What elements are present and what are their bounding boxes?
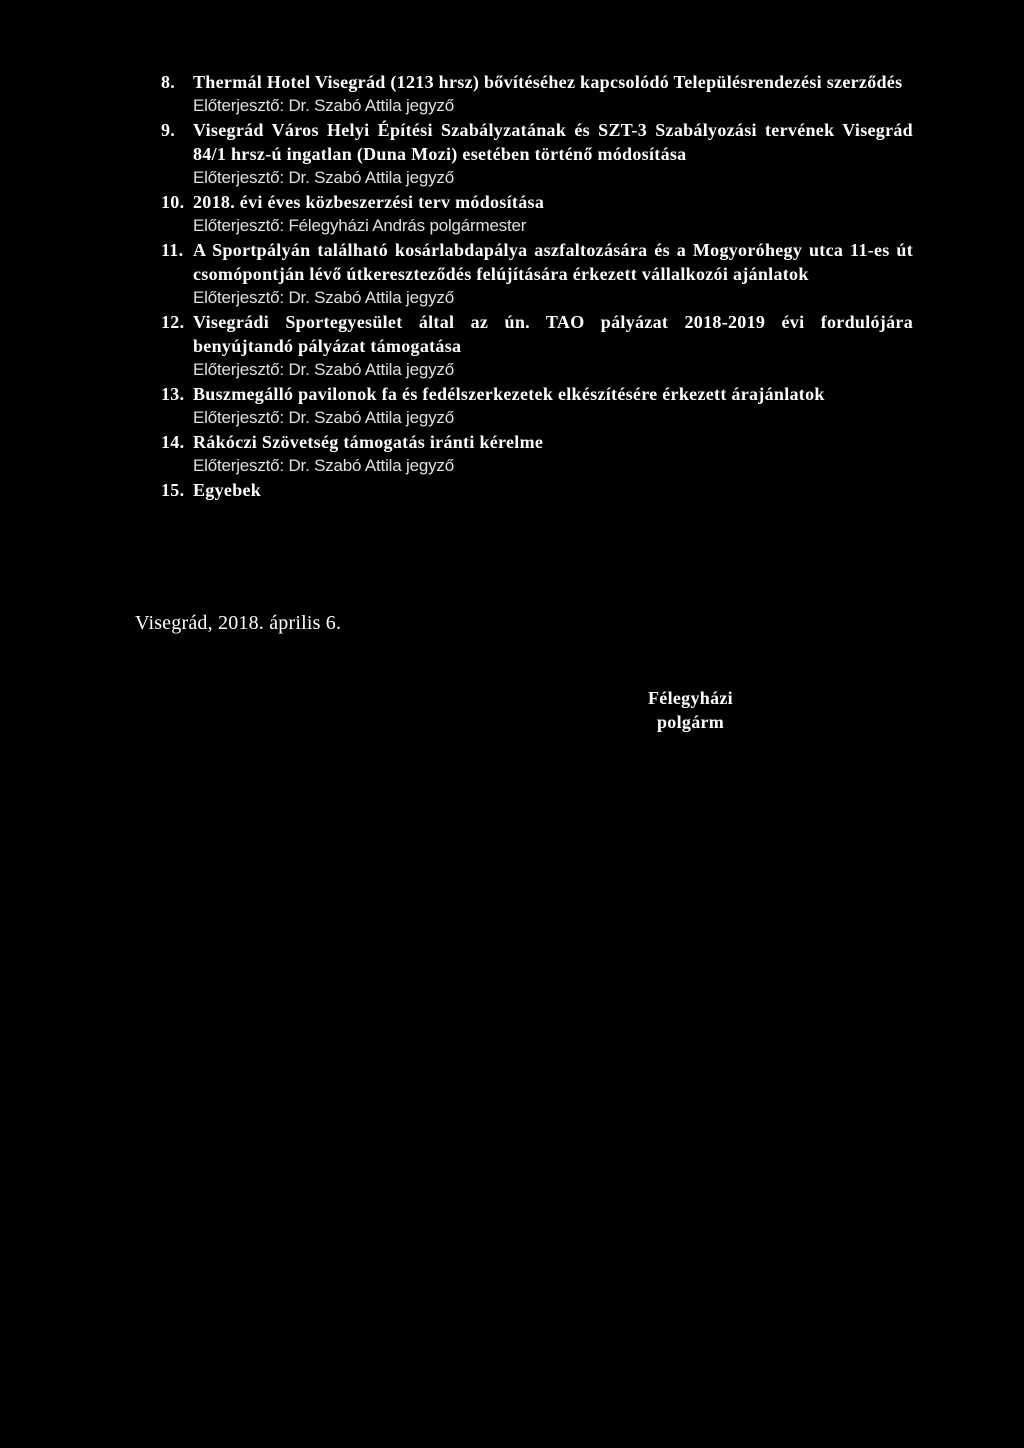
agenda-item-14 — [161, 430, 913, 478]
agenda-item-presenter: Előterjesztő: Dr. Szabó Attila jegyző — [193, 360, 454, 379]
agenda-item-10 — [161, 190, 913, 238]
agenda-item-title: A Sportpályán található kosárlabdapálya aszfaltozására és a Mogyoróhegy utca 11-es út csomópontján lévő útkereszteződés felújítására érkezett vállalkozói ajánlatok — [193, 240, 913, 284]
agenda-item-9 — [161, 118, 913, 190]
agenda-item-number: 13. — [161, 384, 185, 404]
agenda-item-presenter: Előterjesztő: Dr. Szabó Attila jegyző — [193, 288, 454, 307]
agenda-item-title: Rákóczi Szövetség támogatás iránti kérelme — [193, 432, 544, 452]
place-and-date: Visegrád, 2018. április 6. — [135, 612, 342, 634]
agenda-item-presenter: Előterjesztő: Dr. Szabó Attila jegyző — [193, 168, 454, 187]
signatory-title: polgárm — [657, 712, 725, 732]
agenda-item-number: 15. — [161, 480, 185, 500]
agenda-item-title: Thermál Hotel Visegrád (1213 hrsz) bővítéséhez kapcsolódó Településrendezési szerződés — [193, 72, 903, 92]
agenda-item-12 — [161, 310, 913, 382]
agenda-item-presenter: Előterjesztő: Félegyházi András polgármester — [193, 216, 527, 235]
agenda-item-number: 9. — [161, 120, 176, 140]
agenda-item-title: Visegrád Város Helyi Építési Szabályzatának és SZT-3 Szabályozási tervének Visegrád 84/1 hrsz-ú ingatlan (Duna Mozi) esetében történő módosítása — [193, 120, 913, 164]
agenda-item-11 — [161, 238, 913, 310]
signatory-name: Félegyházi — [648, 688, 733, 708]
agenda-item-number: 11. — [161, 240, 184, 260]
agenda-item-15 — [161, 478, 913, 502]
agenda-item-number: 12. — [161, 312, 185, 332]
agenda-item-title: Egyebek — [193, 480, 262, 500]
agenda-item-8 — [161, 70, 913, 118]
agenda-item-number: 10. — [161, 192, 185, 212]
agenda-item-title: Buszmegálló pavilonok fa és fedélszerkezetek elkészítésére érkezett árajánlatok — [193, 384, 825, 404]
agenda-item-presenter: Előterjesztő: Dr. Szabó Attila jegyző — [193, 96, 454, 115]
agenda-item-13 — [161, 382, 913, 430]
agenda-item-presenter: Előterjesztő: Dr. Szabó Attila jegyző — [193, 408, 454, 427]
agenda-item-presenter: Előterjesztő: Dr. Szabó Attila jegyző — [193, 456, 454, 475]
signature-block — [648, 686, 733, 734]
agenda-item-number: 8. — [161, 72, 176, 92]
agenda-list — [161, 70, 913, 502]
agenda-item-title: Visegrádi Sportegyesület által az ún. TAO pályázat 2018-2019 évi fordulójára benyújtandó pályázat támogatása — [193, 312, 913, 356]
agenda-item-number: 14. — [161, 432, 185, 452]
agenda-item-title: 2018. évi éves közbeszerzési terv módosítása — [193, 192, 545, 212]
